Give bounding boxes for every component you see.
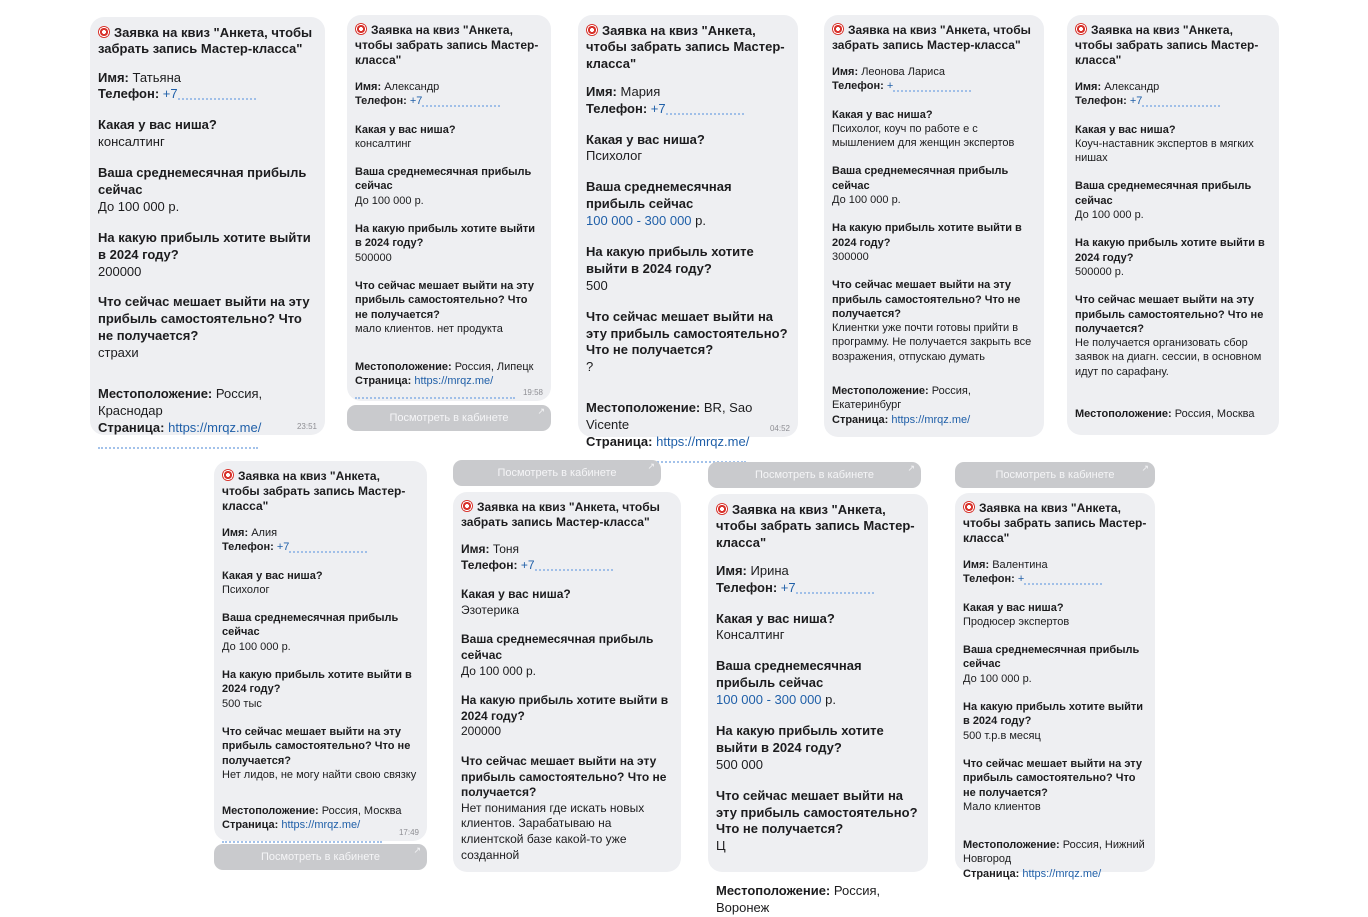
view-in-cabinet-button[interactable] — [708, 462, 921, 488]
niche-answer: Коуч-наставник экспертов в мягких нишах — [1075, 137, 1254, 165]
obstacle-answer: мало клиентов. нет продукта — [355, 322, 503, 335]
obstacle-answer: Нет лидов, не могу найти свою связку — [222, 768, 417, 781]
profit-goal-answer: 500000 — [355, 251, 392, 264]
phone-label: Телефон: — [461, 557, 518, 572]
card-title: Заявка на квиз "Анкета, чтобы забрать запись Мастер-класса" — [586, 23, 785, 71]
profit-goal-question: На какую прибыль хотите выйти в 2024 году? — [586, 243, 754, 276]
location-value: Россия, Екатеринбург — [832, 385, 971, 412]
card-title: Заявка на квиз "Анкета, чтобы забрать запись Мастер-класса" — [222, 469, 406, 513]
button-label: Посмотреть в кабинете — [995, 469, 1115, 481]
message-card — [347, 15, 551, 401]
name-label: Имя: — [98, 69, 129, 85]
target-icon — [1075, 23, 1087, 35]
profit-now-answer[interactable]: 100 000 - 300 000 — [716, 692, 822, 708]
obstacle-question: Что сейчас мешает выйти на эту прибыль самостоятельно? Что не получается? — [1075, 294, 1264, 335]
arrow-up-right-icon: ↗ — [907, 463, 915, 473]
card-title: Заявка на квиз "Анкета, чтобы забрать запись Мастер-класса" — [832, 23, 1031, 52]
phone-link[interactable]: + — [1017, 573, 1025, 586]
profit-goal-question: На какую прибыль хотите выйти в 2024 году? — [98, 229, 311, 262]
redacted-phone — [796, 583, 874, 594]
niche-answer: консалтинг — [98, 134, 165, 150]
message-card — [824, 15, 1044, 437]
phone-link[interactable]: +7 — [276, 541, 290, 554]
page-label: Страница: — [355, 375, 412, 388]
location-value: Россия, Краснодар — [98, 385, 263, 418]
message-card — [708, 494, 928, 916]
card-title: Заявка на квиз "Анкета, чтобы забрать запись Мастер-класса" — [355, 23, 539, 67]
redacted-phone — [893, 81, 971, 92]
button-label: Посмотреть в кабинете — [754, 469, 875, 481]
profit-goal-question: На какую прибыль хотите выйти в 2024 году? — [222, 669, 412, 696]
card-title: Заявка на квиз "Анкета, чтобы забрать запись Мастер-класса" — [716, 502, 915, 550]
profit-goal-question: На какую прибыль хотите выйти в 2024 году? — [355, 223, 536, 250]
profit-goal-answer: 500000 р. — [1075, 265, 1124, 278]
button-label: Посмотреть в кабинете — [260, 851, 381, 863]
redacted-phone — [1024, 574, 1102, 585]
niche-question: Какая у вас ниша? — [355, 123, 456, 136]
obstacle-answer: Клиентки уже почти готовы прийти в программу. Не получается закрыть все возражения, отпускаю думать — [832, 322, 1032, 363]
location-label: Местоположение: — [222, 805, 319, 818]
niche-question: Какая у вас ниша? — [98, 117, 217, 133]
profit-goal-answer: 200000 — [98, 263, 142, 279]
card-title: Заявка на квиз "Анкета, чтобы забрать запись Мастер-класса" — [963, 501, 1147, 545]
name-label: Имя: — [461, 542, 490, 556]
message-card — [214, 461, 427, 841]
obstacle-answer: Ц — [716, 838, 726, 854]
page-label: Страница: — [222, 819, 279, 832]
name-value: Александр — [1104, 81, 1160, 93]
arrow-up-right-icon: ↗ — [1141, 463, 1149, 473]
message-card — [578, 15, 798, 449]
phone-label: Телефон: — [98, 86, 160, 102]
currency-suffix: р. — [821, 692, 837, 708]
profit-goal-answer: 500 000 — [716, 756, 763, 772]
name-value: Александр — [384, 81, 440, 93]
phone-link[interactable]: +7 — [162, 86, 178, 102]
name-value: Леонова Лариса — [861, 66, 945, 78]
arrow-up-right-icon: ↗ — [647, 461, 655, 471]
currency-suffix: р. — [691, 213, 707, 229]
view-in-cabinet-button[interactable] — [214, 844, 427, 870]
profit-goal-question: На какую прибыль хотите выйти в 2024 году? — [716, 722, 884, 755]
target-icon — [586, 24, 598, 36]
profit-now-question: Ваша среднемесячная прибыль сейчас — [461, 632, 654, 662]
profit-goal-question: На какую прибыль хотите выйти в 2024 году? — [1075, 237, 1265, 264]
name-label: Имя: — [832, 66, 859, 78]
profit-now-question: Ваша среднемесячная прибыль сейчас — [832, 165, 1009, 192]
page-link[interactable]: https://mrqz.me/ — [414, 375, 494, 388]
obstacle-question: Что сейчас мешает выйти на эту прибыль самостоятельно? Что не получается? — [222, 725, 411, 767]
redacted-link — [355, 389, 515, 399]
name-value: Ирина — [750, 562, 789, 578]
profit-now-answer[interactable]: 100 000 - 300 000 — [586, 213, 692, 229]
message-time: 19:58 — [522, 388, 543, 397]
obstacle-question: Что сейчас мешает выйти на эту прибыль самостоятельно? Что не получается? — [98, 294, 310, 344]
profit-now-answer: До 100 000 р. — [355, 194, 424, 207]
arrow-up-right-icon: ↗ — [413, 845, 421, 855]
page-link[interactable]: https://mrqz.me/ — [656, 434, 750, 449]
phone-label: Телефон: — [222, 541, 274, 554]
niche-question: Какая у вас ниша? — [716, 610, 835, 626]
message-time: 23:51 — [296, 422, 317, 431]
redacted-phone — [1142, 96, 1220, 107]
target-icon — [98, 26, 110, 38]
phone-label: Телефон: — [832, 80, 884, 93]
location-label: Местоположение: — [98, 385, 213, 401]
location-value: Россия, Москва — [1174, 408, 1255, 421]
phone-label: Телефон: — [963, 573, 1015, 586]
message-time: 04:52 — [769, 424, 790, 433]
message-card — [1067, 15, 1279, 435]
profit-now-answer: До 100 000 р. — [222, 640, 291, 653]
profit-now-question: Ваша среднемесячная прибыль сейчас — [586, 179, 732, 212]
redacted-phone — [178, 89, 256, 100]
profit-now-answer: До 100 000 р. — [461, 663, 536, 678]
profit-now-question: Ваша среднемесячная прибыль сейчас — [98, 165, 307, 197]
location-label: Местоположение: — [586, 400, 701, 416]
card-title: Заявка на квиз "Анкета, чтобы забрать запись Мастер-класса" — [98, 25, 313, 57]
profit-goal-question: На какую прибыль хотите выйти в 2024 году? — [963, 701, 1144, 728]
phone-link[interactable]: +7 — [520, 557, 535, 572]
profit-goal-answer: 500 т.р.в месяц — [963, 729, 1041, 742]
page-label: Страница: — [832, 413, 889, 426]
redacted-phone — [535, 560, 613, 571]
location-value: BR, Sao Vicente — [586, 400, 753, 433]
location-value: Россия, Москва — [321, 805, 402, 818]
profit-now-question: Ваша среднемесячная прибыль сейчас — [716, 658, 862, 691]
message-time: 17:49 — [398, 828, 419, 837]
obstacle-question: Что сейчас мешает выйти на эту прибыль самостоятельно? Что не получается? — [832, 279, 1021, 320]
button-label: Посмотреть в кабинете — [389, 412, 509, 424]
redacted-phone — [422, 96, 500, 107]
phone-link[interactable]: +7 — [409, 95, 423, 108]
obstacle-answer: страхи — [98, 345, 139, 361]
obstacle-question: Что сейчас мешает выйти на эту прибыль самостоятельно? Что не получается? — [716, 787, 918, 837]
message-card — [453, 492, 681, 872]
profit-goal-question: На какую прибыль хотите выйти в 2024 году? — [832, 222, 1022, 249]
name-label: Имя: — [1075, 81, 1102, 93]
target-icon — [716, 503, 728, 515]
niche-answer: Консалтинг — [716, 627, 785, 643]
page-label: Страница: — [586, 434, 653, 449]
location-value: Россия, Воронеж — [716, 883, 881, 916]
profit-now-answer: До 100 000 р. — [963, 672, 1032, 685]
location-value: Россия, Липецк — [454, 361, 534, 374]
view-in-cabinet-button[interactable] — [955, 462, 1155, 488]
name-label: Имя: — [963, 559, 990, 571]
profit-now-question: Ваша среднемесячная прибыль сейчас — [1075, 180, 1252, 207]
message-card — [955, 493, 1155, 880]
name-label: Имя: — [586, 83, 617, 99]
obstacle-question: Что сейчас мешает выйти на эту прибыль самостоятельно? Что не получается? — [963, 757, 1143, 799]
redacted-link — [222, 833, 382, 843]
message-card — [90, 17, 325, 435]
profit-goal-answer: 200000 — [461, 724, 502, 739]
niche-question: Какая у вас ниша? — [1075, 123, 1176, 136]
redacted-phone — [289, 542, 367, 553]
profit-goal-answer: 300000 — [832, 250, 869, 263]
redacted-phone — [666, 104, 744, 115]
name-value: Тоня — [492, 542, 520, 556]
obstacle-question: Что сейчас мешает выйти на эту прибыль самостоятельно? Что не получается? — [586, 308, 788, 358]
target-icon — [461, 500, 473, 512]
page-link[interactable]: https://mrqz.me/ — [1022, 867, 1102, 880]
obstacle-question: Что сейчас мешает выйти на эту прибыль самостоятельно? Что не получается? — [461, 753, 667, 800]
name-label: Имя: — [716, 562, 747, 578]
obstacle-answer: Мало клиентов — [963, 800, 1041, 813]
niche-answer: Эзотерика — [461, 602, 520, 617]
profit-now-question: Ваша среднемесячная прибыль сейчас — [222, 612, 399, 639]
page-label: Страница: — [963, 867, 1020, 880]
phone-label: Телефон: — [716, 579, 778, 595]
profit-goal-answer: 500 тыс — [222, 697, 262, 710]
profit-goal-answer: 500 — [586, 277, 608, 293]
obstacle-answer: Не получается организовать сбор заявок на диагн. сессии, в основном идут по сарафану. — [1075, 337, 1262, 378]
phone-label: Телефон: — [586, 100, 648, 116]
niche-question: Какая у вас ниша? — [461, 587, 571, 602]
page-label: Страница: — [98, 419, 165, 435]
phone-link[interactable]: +7 — [650, 100, 666, 116]
page-link[interactable]: https://mrqz.me/ — [168, 419, 262, 435]
name-label: Имя: — [222, 527, 249, 539]
profit-goal-question: На какую прибыль хотите выйти в 2024 году? — [461, 693, 669, 723]
profit-now-answer: До 100 000 р. — [1075, 209, 1144, 222]
location-label: Местоположение: — [1075, 408, 1172, 421]
obstacle-answer: Нет понимания где искать новых клиентов. Зарабатываю на клиентской базе какой-то уже созданной — [461, 800, 645, 862]
page-link[interactable]: https://mrqz.me/ — [891, 413, 971, 426]
name-value: Мария — [620, 83, 661, 99]
target-icon — [355, 23, 367, 35]
name-label: Имя: — [355, 81, 382, 93]
view-in-cabinet-button[interactable] — [347, 405, 551, 431]
profit-now-question: Ваша среднемесячная прибыль сейчас — [963, 644, 1140, 671]
phone-label: Телефон: — [1075, 95, 1127, 108]
profit-now-question: Ваша среднемесячная прибыль сейчас — [355, 166, 532, 193]
redacted-link — [98, 439, 258, 449]
card-title: Заявка на квиз "Анкета, чтобы забрать запись Мастер-класса" — [1075, 23, 1259, 67]
location-label: Местоположение: — [716, 883, 831, 899]
location-label: Местоположение: — [355, 361, 452, 374]
target-icon — [222, 469, 234, 481]
target-icon — [963, 501, 975, 513]
obstacle-question: Что сейчас мешает выйти на эту прибыль самостоятельно? Что не получается? — [355, 279, 535, 321]
phone-link[interactable]: +7 — [780, 579, 796, 595]
card-title: Заявка на квиз "Анкета, чтобы забрать запись Мастер-класса" — [461, 500, 660, 529]
phone-link[interactable]: + — [886, 80, 894, 93]
niche-answer: Психолог, коуч по работе е с мышлением для женщин экспертов — [832, 122, 1015, 150]
location-label: Местоположение: — [832, 385, 929, 398]
location-label: Местоположение: — [963, 839, 1060, 852]
niche-answer: Психолог — [222, 583, 270, 596]
obstacle-answer: ? — [586, 359, 594, 375]
button-label: Посмотреть в кабинете — [497, 467, 617, 479]
arrow-up-right-icon: ↗ — [537, 406, 545, 416]
target-icon — [832, 23, 844, 35]
niche-answer: консалтинг — [355, 137, 412, 150]
niche-answer: Продюсер экспертов — [963, 615, 1070, 628]
view-in-cabinet-button[interactable] — [453, 460, 661, 486]
profit-now-answer: До 100 000 р. — [98, 198, 180, 214]
niche-question: Какая у вас ниша? — [963, 601, 1064, 614]
niche-answer: Психолог — [586, 148, 643, 164]
page-link[interactable]: https://mrqz.me/ — [281, 819, 361, 832]
name-value: Алия — [251, 527, 278, 539]
niche-question: Какая у вас ниша? — [832, 108, 933, 121]
name-value: Валентина — [992, 559, 1048, 571]
profit-now-answer: До 100 000 р. — [832, 194, 901, 207]
phone-label: Телефон: — [355, 95, 407, 108]
name-value: Татьяна — [132, 69, 181, 85]
phone-link[interactable]: +7 — [1129, 95, 1143, 108]
niche-question: Какая у вас ниша? — [586, 131, 705, 147]
niche-question: Какая у вас ниша? — [222, 569, 323, 582]
location-value: Россия, Нижний Новгород — [963, 839, 1145, 866]
